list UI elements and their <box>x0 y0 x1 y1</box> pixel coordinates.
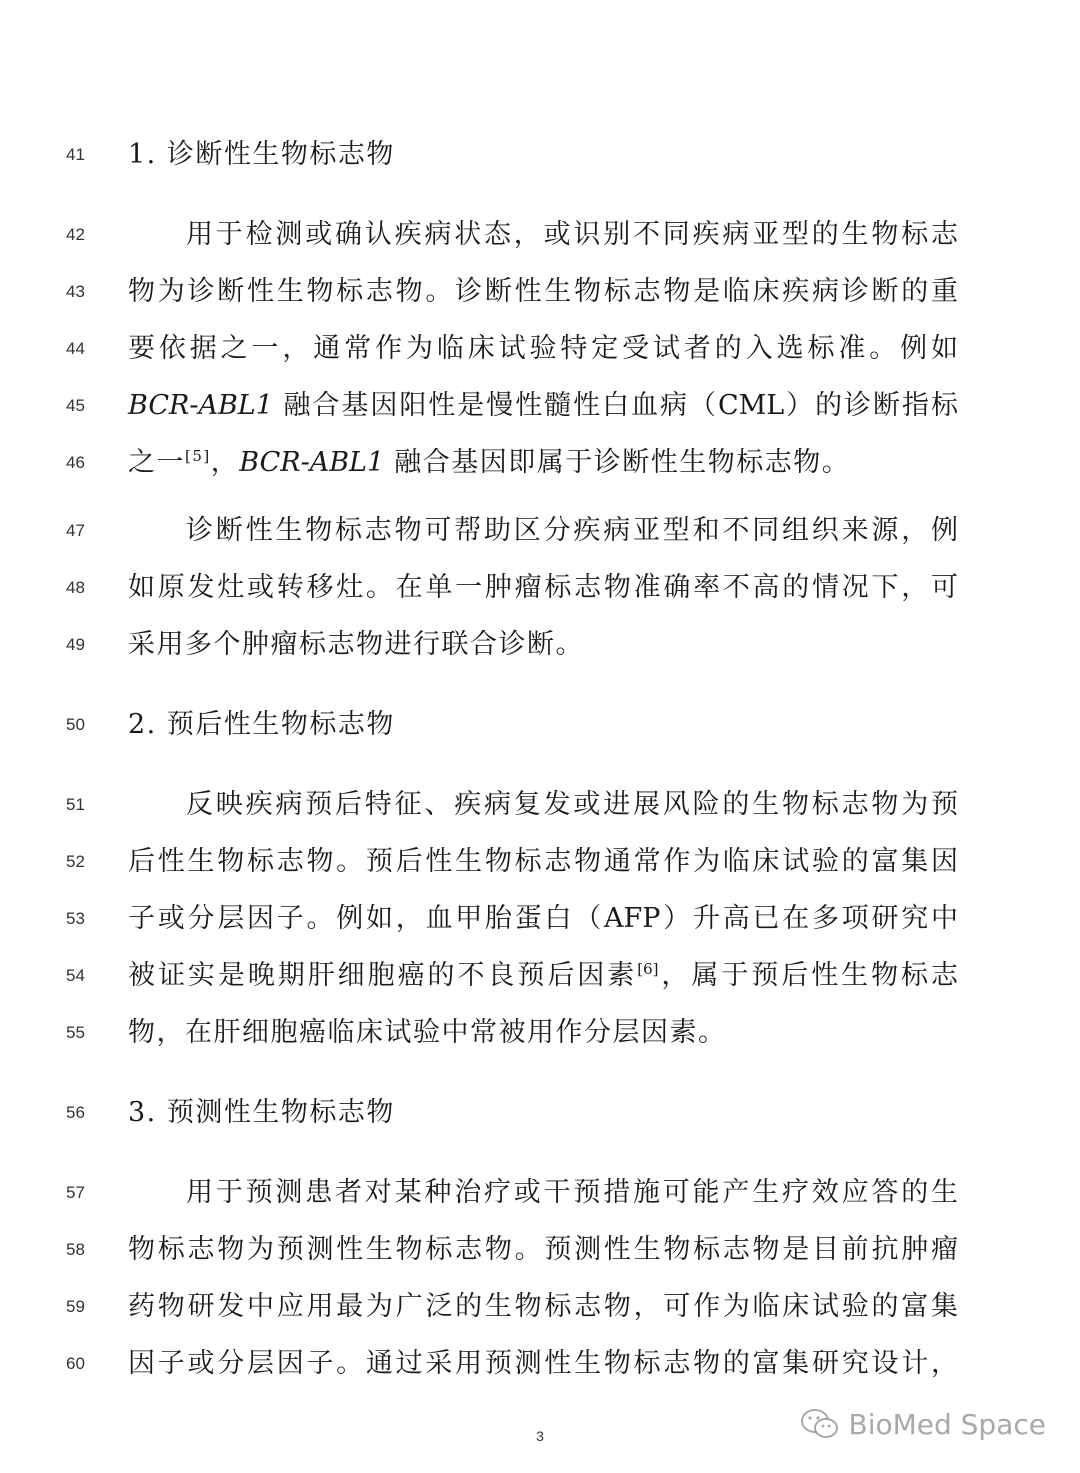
document-line <box>0 625 1080 665</box>
document-line <box>0 443 1080 483</box>
citation: [5] <box>185 447 211 465</box>
line-text <box>128 1287 958 1327</box>
line-text <box>128 1344 958 1384</box>
document-line <box>0 1013 1080 1053</box>
document-line <box>0 568 1080 608</box>
line-text <box>128 135 958 175</box>
line-text <box>128 1013 958 1053</box>
line-number: 44 <box>66 339 85 358</box>
text-segment: 药物研发中应用最为广泛的生物标志物，可作为临床试验的富集 <box>128 1291 958 1322</box>
document-line <box>0 272 1080 312</box>
document-line <box>0 1093 1080 1133</box>
watermark <box>800 1402 1046 1446</box>
line-text <box>128 329 958 369</box>
text-segment: 融合基因阳性是慢性髓性白血病（CML）的诊断指标 <box>272 390 958 421</box>
document-line <box>0 705 1080 745</box>
line-text <box>186 1173 958 1213</box>
document-line <box>0 1230 1080 1270</box>
line-text <box>186 785 958 825</box>
text-segment: 诊断性生物标志物可帮助区分疾病亚型和不同组织来源，例 <box>186 515 958 546</box>
document-line <box>0 842 1080 882</box>
text-segment: ，属于预后性生物标志 <box>658 960 959 991</box>
line-number: 45 <box>66 396 85 415</box>
text-segment: 后性生物标志物。预后性生物标志物通常作为临床试验的富集因 <box>128 846 958 877</box>
line-number: 57 <box>66 1183 85 1202</box>
gene-name: BCR-ABL1 <box>128 390 273 421</box>
line-text <box>128 443 958 483</box>
text-segment: ， <box>210 447 240 478</box>
line-text <box>186 215 958 255</box>
line-text <box>128 956 958 996</box>
text-segment: 物标志物为预测性生物标志物。预测性生物标志物是目前抗肿瘤 <box>128 1234 958 1265</box>
text-segment: 用于预测患者对某种治疗或干预措施可能产生疗效应答的生 <box>186 1177 958 1208</box>
document-line <box>0 329 1080 369</box>
line-text <box>128 842 958 882</box>
line-text <box>128 1093 958 1133</box>
document-line <box>0 899 1080 939</box>
text-segment: 物为诊断性生物标志物。诊断性生物标志物是临床疾病诊断的重 <box>128 276 958 307</box>
wechat-icon <box>800 1407 840 1441</box>
text-segment: 之一 <box>128 447 185 478</box>
line-text <box>128 625 958 665</box>
line-number: 43 <box>66 282 85 301</box>
line-number: 53 <box>66 909 85 928</box>
line-number: 52 <box>66 852 85 871</box>
text-segment: 反映疾病预后特征、疾病复发或进展风险的生物标志物为预 <box>186 789 958 820</box>
document-line <box>0 1287 1080 1327</box>
line-number: 58 <box>66 1240 85 1259</box>
line-number: 46 <box>66 453 85 472</box>
line-number: 42 <box>66 225 85 244</box>
document-line <box>0 511 1080 551</box>
line-number: 56 <box>66 1103 85 1122</box>
document-line <box>0 135 1080 175</box>
citation: [6] <box>637 960 659 978</box>
document-line <box>0 1173 1080 1213</box>
document-line <box>0 785 1080 825</box>
text-segment: 2. 预后性生物标志物 <box>128 709 395 740</box>
page-number: 3 <box>536 1428 544 1444</box>
line-number: 51 <box>66 795 85 814</box>
text-segment: 1. 诊断性生物标志物 <box>128 139 395 170</box>
text-segment: 融合基因即属于诊断性生物标志物。 <box>384 447 851 478</box>
text-segment: 被证实是晚期肝细胞癌的不良预后因素 <box>128 960 638 991</box>
line-text <box>186 511 958 551</box>
line-number: 41 <box>66 145 85 164</box>
text-segment: 3. 预测性生物标志物 <box>128 1097 395 1128</box>
document-line <box>0 215 1080 255</box>
document-line <box>0 956 1080 996</box>
text-segment: 如原发灶或转移灶。在单一肿瘤标志物准确率不高的情况下，可 <box>128 572 958 603</box>
line-text <box>128 899 958 939</box>
line-text <box>128 705 958 745</box>
gene-name: BCR-ABL1 <box>239 447 385 478</box>
line-number: 59 <box>66 1297 85 1316</box>
document-line <box>0 386 1080 426</box>
line-text <box>128 568 958 608</box>
line-number: 55 <box>66 1023 85 1042</box>
text-segment: 物，在肝细胞癌临床试验中常被用作分层因素。 <box>128 1017 727 1048</box>
line-number: 60 <box>66 1354 85 1373</box>
line-number: 48 <box>66 578 85 597</box>
line-number: 47 <box>66 521 85 540</box>
text-segment: 子或分层因子。例如，血甲胎蛋白（AFP）升高已在多项研究中 <box>128 903 958 934</box>
line-text <box>128 1230 958 1270</box>
text-segment: 要依据之一，通常作为临床试验特定受试者的入选标准。例如 <box>128 333 958 364</box>
document-line <box>0 1344 1080 1384</box>
line-number: 50 <box>66 715 85 734</box>
line-number: 54 <box>66 966 85 985</box>
watermark-text: BioMed Space <box>848 1407 1046 1441</box>
line-text <box>128 386 958 426</box>
text-segment: 采用多个肿瘤标志物进行联合诊断。 <box>128 629 584 660</box>
line-number: 49 <box>66 635 85 654</box>
text-segment: 用于检测或确认疾病状态，或识别不同疾病亚型的生物标志 <box>186 219 958 250</box>
line-text <box>128 272 958 312</box>
text-segment: 因子或分层因子。通过采用预测性生物标志物的富集研究设计， <box>128 1348 958 1379</box>
